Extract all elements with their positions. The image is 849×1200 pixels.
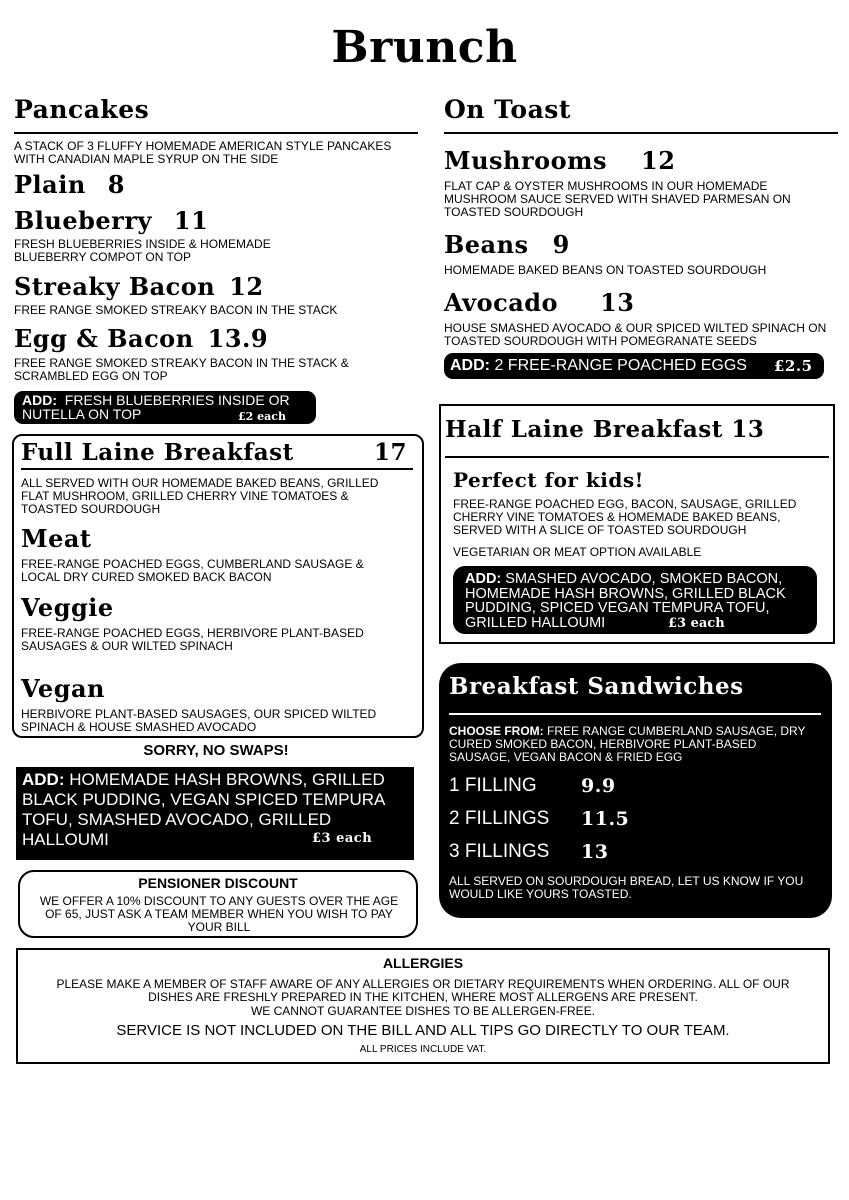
- add-items: 2 FREE-RANGE POACHED EGGS: [494, 357, 747, 374]
- vat-note: ALL PRICES INCLUDE VAT.: [359, 1044, 487, 1055]
- menu-item-plain: [14, 170, 125, 199]
- option-meat-desc: FREE-RANGE POACHED EGGS, CUMBERLAND SAUSAGE & LOCAL DRY CURED SMOKED BACK BACON: [21, 557, 364, 584]
- item-name: Streaky Bacon: [14, 272, 216, 301]
- add-label: ADD:: [465, 571, 502, 587]
- choose-text: FREE RANGE CUMBERLAND SAUSAGE, DRY CURED SMOKED BACON, HERBIVORE PLANT-BASED SAUSAGE, VEGAN BACON & FRIED EGG: [449, 724, 806, 764]
- item-price: 8: [107, 170, 125, 199]
- add-label: ADD:: [450, 357, 490, 374]
- item-desc: HOMEMADE BAKED BEANS ON TOASTED SOURDOUGH: [444, 263, 767, 277]
- divider: [444, 132, 838, 134]
- half-breakfast-heading: [445, 416, 764, 443]
- menu-item-egg-bacon: [14, 324, 268, 353]
- add-label: ADD:: [22, 770, 65, 789]
- full-breakfast-add-box: [16, 767, 414, 860]
- add-label: ADD:: [22, 392, 57, 408]
- menu-item-beans: [444, 230, 570, 259]
- divider: [445, 456, 829, 458]
- page-title: Brunch: [331, 22, 518, 73]
- add-price: £2 each: [238, 410, 286, 423]
- item-price: 13: [600, 288, 635, 317]
- item-name: Avocado: [444, 288, 559, 317]
- pancakes-add-box: [14, 391, 316, 424]
- no-swaps-note: SORRY, NO SWAPS!: [143, 742, 289, 759]
- on-toast-add-box: [444, 353, 824, 379]
- add-price: £3 each: [668, 616, 725, 631]
- half-breakfast-option: VEGETARIAN OR MEAT OPTION AVAILABLE: [453, 545, 702, 559]
- allergies-guarantee: WE CANNOT GUARANTEE DISHES TO BE ALLERGEN-FREE.: [250, 1004, 596, 1018]
- option-vegan-desc: HERBIVORE PLANT-BASED SAUSAGES, OUR SPICED WILTED SPINACH & HOUSE SMASHED AVOCADO: [21, 707, 377, 734]
- pancakes-intro: A STACK OF 3 FLUFFY HOMEMADE AMERICAN STYLE PANCAKES WITH CANADIAN MAPLE SYRUP ON THE SIDE: [14, 139, 392, 166]
- option-vegan-heading: Vegan: [21, 674, 105, 703]
- allergies-text: PLEASE MAKE A MEMBER OF STAFF AWARE OF ANY ALLERGIES OR DIETARY REQUIREMENTS WHEN ORDERING. ALL OF OUR DISHES ARE FRESHLY PREPARED IN THE KITCHEN, WHERE MOST ALLERGENS ARE PRESENT.: [56, 977, 790, 1004]
- pensioner-text: WE OFFER A 10% DISCOUNT TO ANY GUESTS OVER THE AGE OF 65, JUST ASK A TEAM MEMBER WHEN YOU WISH TO PAY YOUR BILL: [39, 894, 399, 934]
- item-name: Mushrooms: [444, 146, 608, 175]
- pensioner-discount-box: [18, 870, 418, 938]
- menu-item-mushrooms: [444, 146, 675, 175]
- choose-label: CHOOSE FROM:: [449, 724, 544, 738]
- item-price: 11: [173, 206, 209, 235]
- menu-item-streaky-bacon: [14, 272, 264, 301]
- sandwiches-footer: ALL SERVED ON SOURDOUGH BREAD, LET US KNOW IF YOU WOULD LIKE YOURS TOASTED.: [449, 874, 804, 901]
- half-breakfast-price: 13: [731, 416, 765, 443]
- divider: [21, 468, 413, 470]
- pancakes-heading: Pancakes: [14, 95, 150, 124]
- item-desc: FRESH BLUEBERRIES INSIDE & HOMEMADE BLUEBERRY COMPOT ON TOP: [14, 237, 271, 264]
- item-name: Plain: [14, 170, 86, 199]
- divider: [14, 132, 418, 134]
- item-name: Egg & Bacon: [14, 324, 194, 353]
- item-desc: HOUSE SMASHED AVOCADO & OUR SPICED WILTED SPINACH ON TOASTED SOURDOUGH WITH POMEGRANATE SEEDS: [444, 321, 827, 348]
- sandwiches-heading: Breakfast Sandwiches: [449, 673, 744, 700]
- add-price: £2.5: [774, 357, 813, 375]
- filling-3-price: 13: [581, 841, 609, 863]
- option-veggie-heading: Veggie: [21, 593, 114, 622]
- filling-2-label: 2 FILLINGS: [449, 808, 550, 829]
- item-price: 12: [641, 146, 676, 175]
- menu-item-blueberry: [14, 206, 208, 235]
- add-price: £3 each: [312, 831, 373, 846]
- option-veggie-desc: FREE-RANGE POACHED EGGS, HERBIVORE PLANT-BASED SAUSAGES & OUR WILTED SPINACH: [21, 626, 364, 653]
- item-desc: FREE RANGE SMOKED STREAKY BACON IN THE STACK & SCRAMBLED EGG ON TOP: [14, 356, 349, 383]
- item-price: 9: [552, 230, 570, 259]
- item-desc: FLAT CAP & OYSTER MUSHROOMS IN OUR HOMEMADE MUSHROOM SAUCE SERVED WITH SHAVED PARMESAN ON TOASTED SOURDOUGH: [444, 179, 791, 219]
- allergies-heading: ALLERGIES: [382, 955, 464, 971]
- on-toast-heading: On Toast: [444, 95, 571, 124]
- filling-2-price: 11.5: [581, 808, 630, 830]
- item-name: Beans: [444, 230, 529, 259]
- half-breakfast-desc: FREE-RANGE POACHED EGG, BACON, SAUSAGE, GRILLED CHERRY VINE TOMATOES & HOMEMADE BAKED BEANS, SERVED WITH A SLICE OF TOASTED SOURDOUGH: [453, 497, 797, 537]
- item-price: 12: [229, 272, 264, 301]
- half-breakfast-add-box: [453, 566, 817, 634]
- item-price: 13.9: [207, 324, 269, 353]
- allergies-box: [16, 948, 830, 1064]
- add-text: [465, 572, 817, 630]
- add-items: HOMEMADE HASH BROWNS, GRILLED BLACK PUDDING, VEGAN SPICED TEMPURA TOFU, SMASHED AVOCADO, GRILLED HALLOUMI: [22, 770, 385, 849]
- service-note: SERVICE IS NOT INCLUDED ON THE BILL AND ALL TIPS GO DIRECTLY TO OUR TEAM.: [116, 1022, 730, 1039]
- add-text: [450, 357, 747, 375]
- filling-1-label: 1 FILLING: [449, 775, 537, 796]
- add-items: SMASHED AVOCADO, SMOKED BACON, HOMEMADE HASH BROWNS, GRILLED BLACK PUDDING, SPICED VEGAN TEMPURA TOFU, GRILLED HALLOUMI: [465, 571, 786, 631]
- sandwiches-choose: [449, 725, 819, 764]
- menu-item-avocado: [444, 288, 634, 317]
- full-breakfast-intro: ALL SERVED WITH OUR HOMEMADE BAKED BEANS, GRILLED FLAT MUSHROOM, GRILLED CHERRY VINE TOMATOES & TOASTED SOURDOUGH: [21, 476, 379, 516]
- item-name: Blueberry: [14, 206, 152, 235]
- half-breakfast-title: Half Laine Breakfast: [445, 416, 723, 443]
- full-breakfast-box: [12, 434, 424, 738]
- filling-1-price: 9.9: [581, 775, 616, 797]
- add-items: FRESH BLUEBERRIES INSIDE OR NUTELLA ON TOP: [22, 392, 290, 422]
- pensioner-heading: PENSIONER DISCOUNT: [138, 875, 298, 891]
- sandwiches-box: [439, 663, 832, 918]
- full-breakfast-price: 17: [374, 439, 408, 466]
- option-meat-heading: Meat: [21, 524, 92, 553]
- filling-3-label: 3 FILLINGS: [449, 841, 550, 862]
- full-breakfast-heading: Full Laine Breakfast: [21, 439, 294, 466]
- half-breakfast-subheading: Perfect for kids!: [453, 468, 644, 492]
- item-desc: FREE RANGE SMOKED STREAKY BACON IN THE STACK: [14, 303, 338, 317]
- half-breakfast-box: [439, 404, 835, 644]
- divider: [449, 713, 821, 715]
